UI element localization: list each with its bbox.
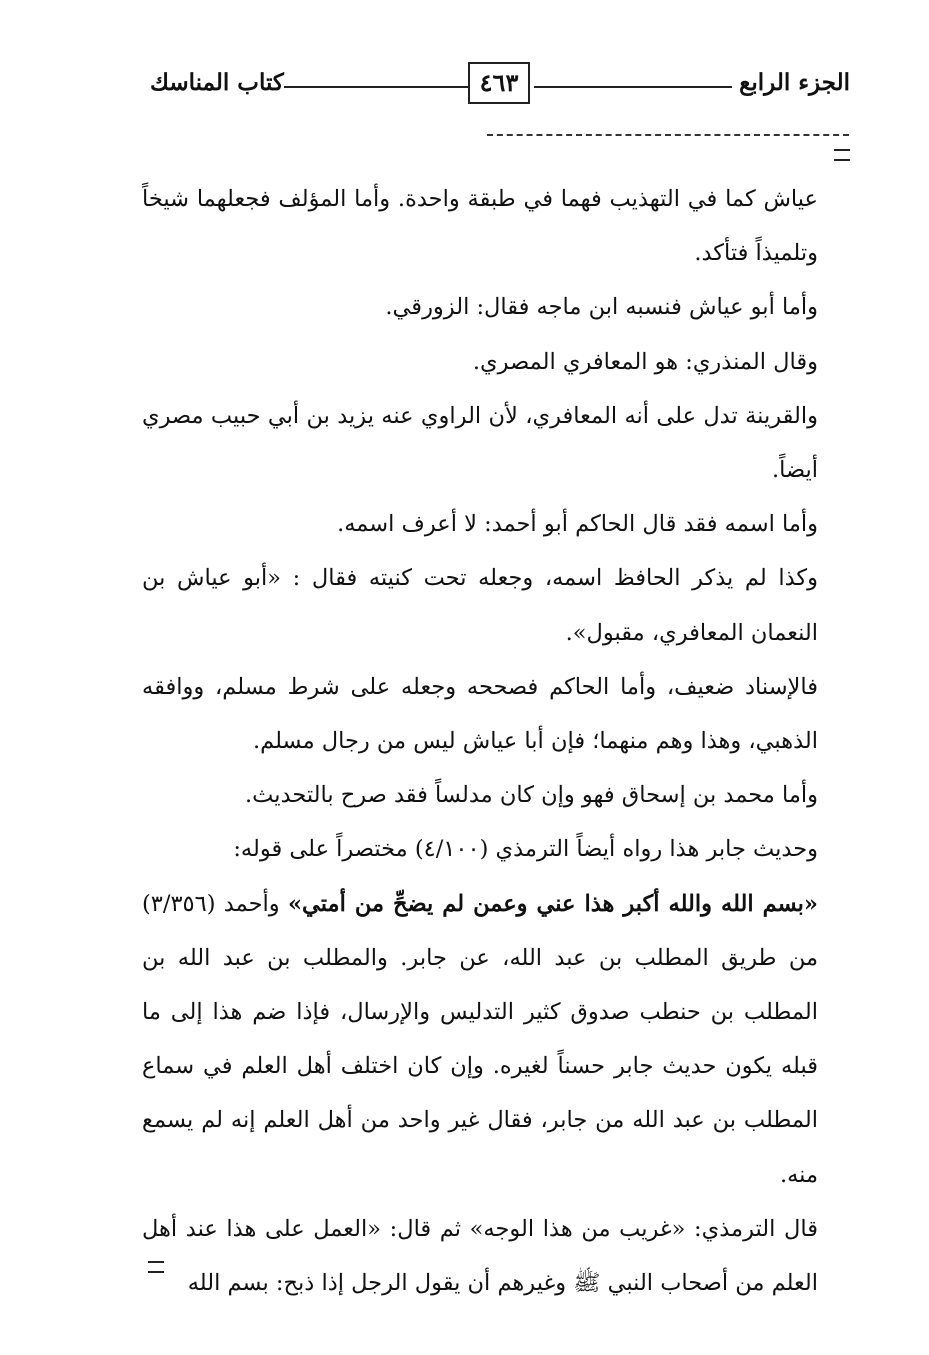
hadith-commentary: وأحمد (٣/٣٥٦) من طريق المطلب بن عبد الله، عن جابر. والمطلب بن عبد الله بن المطلب بن حنطب صدوق كثير التدليس والإرسال، فإذا ضم هذا إلى ما قبله يكون حديث جابر حسناً لغيره. وإن كان اختلف أهل العلم في سماع المطلب بن عبد الله من جابر، فقال غير واحد من أهل العلم إنه لم يسمع منه. bbox=[142, 890, 818, 1188]
page-header bbox=[150, 60, 850, 110]
paragraph: والقرينة تدل على أنه المعافري، لأن الراوي عنه يزيد بن أبي حبيب مصري أيضاً. bbox=[142, 402, 818, 484]
part-title: الجزء الرابع bbox=[739, 69, 850, 96]
paragraph: وأما أبو عياش فنسبه ابن ماجه فقال: الزورقي. bbox=[385, 294, 818, 321]
page-number: ٤٦٣ bbox=[468, 62, 530, 104]
paragraph: وقال المنذري: هو المعافري المصري. bbox=[472, 348, 818, 375]
continuation-mark-bottom bbox=[148, 1261, 164, 1273]
paragraph: وكذا لم يذكر الحافظ اسمه، وجعله تحت كنيته فقال : «أبو عياش بن النعمان المعافري، مقبول». bbox=[142, 565, 818, 646]
paragraph: وأما محمد بن إسحاق فهو وإن كان مدلساً فقد صرح بالتحديث. bbox=[245, 782, 818, 809]
continuation-mark-top bbox=[834, 149, 850, 161]
paragraph: وحديث جابر هذا رواه أيضاً الترمذي (٤/١٠٠) مختصراً على قوله: bbox=[233, 836, 818, 863]
header-dashed-rule bbox=[487, 134, 849, 136]
header-rule-left bbox=[284, 86, 470, 88]
book-title: كتاب المناسك bbox=[150, 69, 284, 96]
paragraph: فالإسناد ضعيف، وأما الحاكم فصححه وجعله على شرط مسلم، ووافقه الذهبي، وهذا وهم منهما؛ فإن أبا عياش ليس من رجال مسلم. bbox=[142, 673, 818, 755]
hadith-quote: «بسم الله والله أكبر هذا عني وعمن لم يضحِّ من أمتي» bbox=[287, 890, 818, 917]
hadith-paragraph bbox=[142, 877, 818, 1202]
header-rule-right bbox=[534, 86, 732, 88]
paragraph: عياش كما في التهذيب فهما في طبقة واحدة. وأما المؤلف فجعلهما شيخاً وتلميذاً فتأكد. bbox=[142, 186, 818, 267]
paragraph: وأما اسمه فقد قال الحاكم أبو أحمد: لا أعرف اسمه. bbox=[337, 511, 818, 538]
paragraph: قال الترمذي: «غريب من هذا الوجه» ثم قال: «العمل على هذا عند أهل العلم من أصحاب النبي ﷺ وغيرهم أن يقول الرجل إذا ذبح: بسم الله bbox=[142, 1215, 818, 1297]
page-body bbox=[142, 172, 818, 1310]
